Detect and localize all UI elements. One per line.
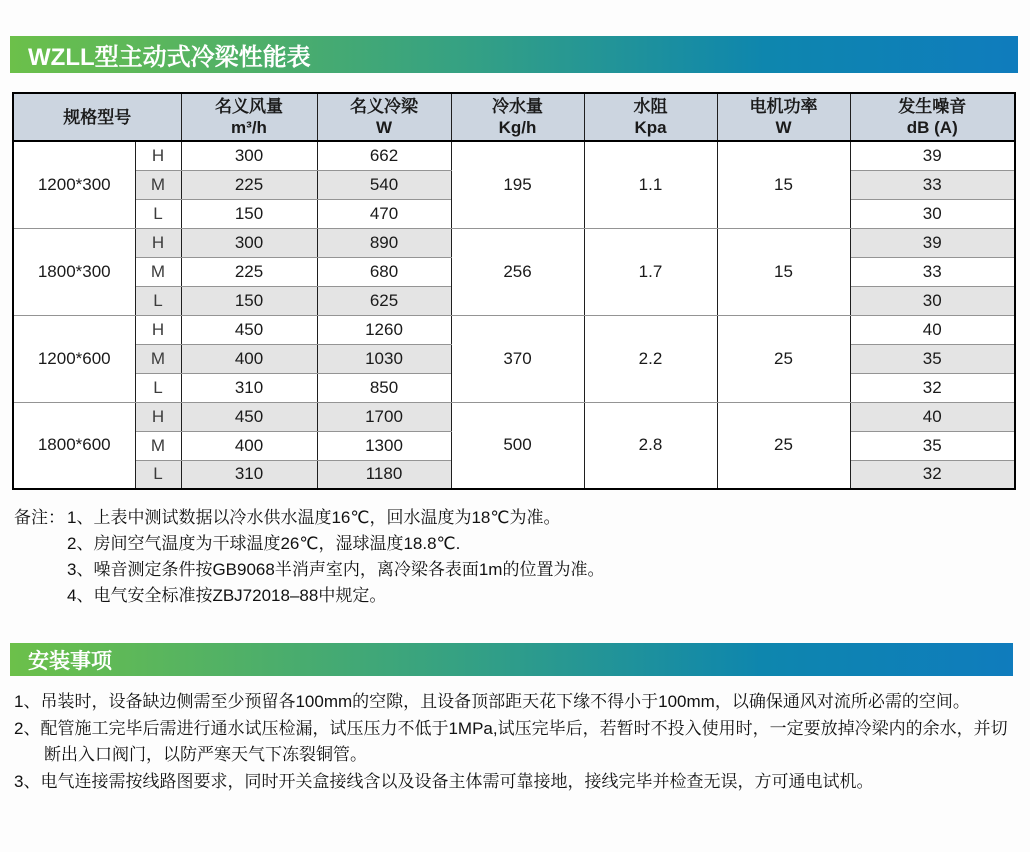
- noise-cell: 30: [850, 286, 1015, 315]
- motor-cell: 15: [717, 141, 850, 228]
- noise-cell: 33: [850, 257, 1015, 286]
- table-row: [13, 141, 1015, 170]
- noise-cell: 35: [850, 344, 1015, 373]
- noise-cell: 30: [850, 199, 1015, 228]
- header-motor-unit: W: [775, 118, 792, 137]
- speed-cell: L: [135, 199, 181, 228]
- header-motor-label: 电机功率: [749, 97, 818, 116]
- speed-cell: M: [135, 431, 181, 460]
- motor-cell: 25: [717, 402, 850, 489]
- cooling-cell: 540: [317, 170, 451, 199]
- model-cell: 1800*300: [13, 228, 135, 315]
- header-resistance-label: 水阻: [633, 97, 668, 116]
- airflow-cell: 225: [181, 170, 317, 199]
- header-noise: [850, 93, 1015, 141]
- speed-cell: L: [135, 286, 181, 315]
- water-cell: 500: [451, 402, 584, 489]
- header-airflow-unit: m³/h: [231, 118, 267, 137]
- airflow-cell: 225: [181, 257, 317, 286]
- speed-cell: H: [135, 402, 181, 431]
- install-item: 3、电气连接需按线路图要求，同时开关盒接线含以及设备主体需可靠接地，接线完毕并检查无误，方可通电试机。: [14, 772, 874, 791]
- noise-cell: 33: [850, 170, 1015, 199]
- resistance-cell: 1.7: [584, 228, 717, 315]
- header-airflow-label: 名义风量: [215, 97, 283, 116]
- cooling-cell: 890: [317, 228, 451, 257]
- cooling-cell: 662: [317, 141, 451, 170]
- cooling-cell: 1030: [317, 344, 451, 373]
- header-cooling-label: 名义冷梁: [350, 97, 418, 116]
- speed-cell: L: [135, 373, 181, 402]
- water-cell: 256: [451, 228, 584, 315]
- noise-cell: 32: [850, 373, 1015, 402]
- header-model-label: 规格型号: [63, 107, 132, 127]
- airflow-cell: 300: [181, 141, 317, 170]
- resistance-cell: 2.2: [584, 315, 717, 402]
- installation-section-title: 安装事项: [28, 649, 112, 673]
- header-cooling: [317, 93, 451, 141]
- speed-cell: L: [135, 460, 181, 489]
- noise-cell: 39: [850, 228, 1015, 257]
- header-water-unit: Kg/h: [498, 118, 537, 137]
- noise-cell: 32: [850, 460, 1015, 489]
- cooling-cell: 1700: [317, 402, 451, 431]
- airflow-cell: 450: [181, 315, 317, 344]
- noise-cell: 35: [850, 431, 1015, 460]
- performance-table: [12, 92, 1016, 490]
- header-noise-unit: dB (A): [906, 118, 958, 137]
- speed-cell: M: [135, 344, 181, 373]
- note-item: 4、电气安全标准按ZBJ72018–88中规定。: [67, 586, 387, 605]
- note-item: 3、噪音测定条件按GB9068半消声室内，离冷梁各表面1m的位置为准。: [67, 560, 605, 579]
- cooling-cell: 470: [317, 199, 451, 228]
- airflow-cell: 150: [181, 199, 317, 228]
- header-model: [13, 93, 181, 141]
- cooling-cell: 625: [317, 286, 451, 315]
- airflow-cell: 300: [181, 228, 317, 257]
- performance-section-header: [10, 36, 1018, 73]
- model-cell: 1200*600: [13, 315, 135, 402]
- speed-cell: H: [135, 315, 181, 344]
- water-cell: 370: [451, 315, 584, 402]
- speed-cell: H: [135, 141, 181, 170]
- installation-notes: [14, 689, 1016, 795]
- motor-cell: 25: [717, 315, 850, 402]
- notes-items: [67, 505, 604, 609]
- airflow-cell: 310: [181, 373, 317, 402]
- notes-label: 备注：: [14, 508, 65, 527]
- install-item: 2、配管施工完毕后需进行通水试压检漏，试压压力不低于1MPa,试压完毕后，若暂时不投入使用时，一定要放掉冷梁内的余水，并切断出入口阀门，以防严寒天气下冻裂铜管。: [14, 719, 1008, 764]
- noise-cell: 40: [850, 315, 1015, 344]
- table-row: [13, 315, 1015, 344]
- header-resistance-unit: Kpa: [634, 118, 667, 137]
- header-water-label: 冷水量: [492, 97, 543, 116]
- airflow-cell: 450: [181, 402, 317, 431]
- speed-cell: M: [135, 257, 181, 286]
- airflow-cell: 400: [181, 431, 317, 460]
- speed-cell: H: [135, 228, 181, 257]
- table-header-row: [13, 93, 1015, 141]
- resistance-cell: 1.1: [584, 141, 717, 228]
- header-noise-label: 发生噪音: [898, 97, 967, 116]
- resistance-cell: 2.8: [584, 402, 717, 489]
- note-item: 1、上表中测试数据以冷水供水温度16℃，回水温度为18℃为准。: [67, 508, 561, 527]
- airflow-cell: 150: [181, 286, 317, 315]
- table-row: [13, 228, 1015, 257]
- cooling-cell: 1180: [317, 460, 451, 489]
- model-cell: 1800*600: [13, 402, 135, 489]
- header-motor: [717, 93, 850, 141]
- airflow-cell: 310: [181, 460, 317, 489]
- table-notes: [14, 505, 1030, 609]
- header-resistance: [584, 93, 717, 141]
- table-row: [13, 402, 1015, 431]
- speed-cell: M: [135, 170, 181, 199]
- airflow-cell: 400: [181, 344, 317, 373]
- water-cell: 195: [451, 141, 584, 228]
- motor-cell: 15: [717, 228, 850, 315]
- noise-cell: 39: [850, 141, 1015, 170]
- model-cell: 1200*300: [13, 141, 135, 228]
- cooling-cell: 1300: [317, 431, 451, 460]
- cooling-cell: 850: [317, 373, 451, 402]
- performance-section-title: WZLL型主动式冷梁性能表: [28, 44, 311, 71]
- cooling-cell: 680: [317, 257, 451, 286]
- cooling-cell: 1260: [317, 315, 451, 344]
- noise-cell: 40: [850, 402, 1015, 431]
- installation-section-header: [10, 643, 1013, 676]
- note-item: 2、房间空气温度为干球温度26℃，湿球温度18.8℃.: [67, 534, 461, 553]
- header-cooling-unit: W: [375, 118, 393, 137]
- header-water: [451, 93, 584, 141]
- install-item: 1、吊装时，设备缺边侧需至少预留各100mm的空隙，且设备顶部距天花下缘不得小于100mm，以确保通风对流所必需的空间。: [14, 692, 970, 711]
- header-airflow: [181, 93, 317, 141]
